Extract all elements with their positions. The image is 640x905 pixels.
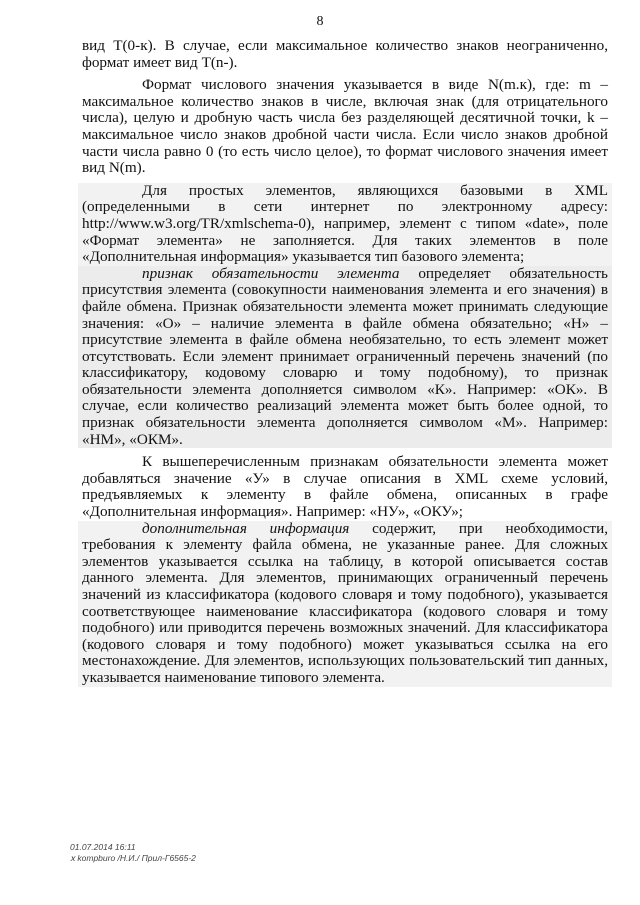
paragraph-simple-elements: Для простых элементов, являющихся базовыми в XML (определенными в сети интернет по электронному адресу: http://www.w3.org/TR/xmlschema-0), например, элемент с типом «date», поле «Формат элемента» не заполняется. Для таких элементов в поле «Дополнительная информация» указывается тип базового элемента; [78,183,612,266]
additional-info-description: содержит, при необходимости, требования к элементу файла обмена, не указанные ранее. Для сложных элементов указывается ссылка на таблицу, в которой описывается состав данного элемента. Для элементов, принимающих ограниченный перечень значений из классификатора (кодового словаря и тому подобного), указывается соответствующее наименование классификатора (кодового словаря и тому подобного) или приводится перечень возможных значений. Для классификатора (кодового словаря и тому подобного) может указываться ссылка на его местонахождение. Для элементов, использующих пользовательский тип данных, указывается наименование типового элемента. [82,519,608,686]
paragraph-mandatory-sign [78,266,612,449]
page-footer [70,842,196,864]
paragraph-numeric-format: Формат числового значения указывается в виде N(m.к), где: m – максимальное количество знаков в числе, включая знак (для отрицательного числа), целую и дробную часть числа без разделяющей десятичной точки, k – максимальное число знаков дробной части числа. Если число знаков дробной части числа равно 0 (то есть число целое), то формат числового значения имеет вид N(m). [82,76,608,177]
mandatory-sign-description: определяет обязательность присутствия элемента (совокупности наименования элемента и его значения) в файле обмена. Признак обязательности элемента может принимать следующие значения: «О» – наличие элемента в файле обмена обязательно; «Н» – присутствие элемента в файле обмена необязательно, то есть элемент может отсутствовать. Если элемент принимает ограниченный перечень значений (по классификатору, кодовому словарю и тому подобному), то признак обязательности элемента дополняется символом «К». Например: «ОК». В случае, если количество реализаций элемента может быть более одной, то признак обязательности элемента дополняется символом «М». Например: «НМ», «ОКМ». [82,264,608,448]
document-body [82,38,608,687]
paragraph-condition-value: К вышеперечисленным признакам обязательности элемента может добавляться значение «У» в случае описания в XML схеме условий, предъявляемых к элементу в файле обмена, описанных в графе «Дополнительная информация». Например: «НУ», «ОКУ»; [82,453,608,521]
footer-timestamp: 01.07.2014 16:11 [70,842,136,852]
term-mandatory-sign: признак обязательности элемента [142,264,400,282]
paragraph-text-format: вид T(0-к). В случае, если максимальное количество знаков неограниченно, формат имеет вид T(n-). [82,37,608,71]
term-additional-info: дополнительная информация [142,519,350,537]
footer-file-reference: ⅹ kompburo /Н.И./ Прил-Г6565-2 [70,853,196,863]
page-number: 8 [316,14,324,29]
paragraph-additional-info [78,521,612,687]
